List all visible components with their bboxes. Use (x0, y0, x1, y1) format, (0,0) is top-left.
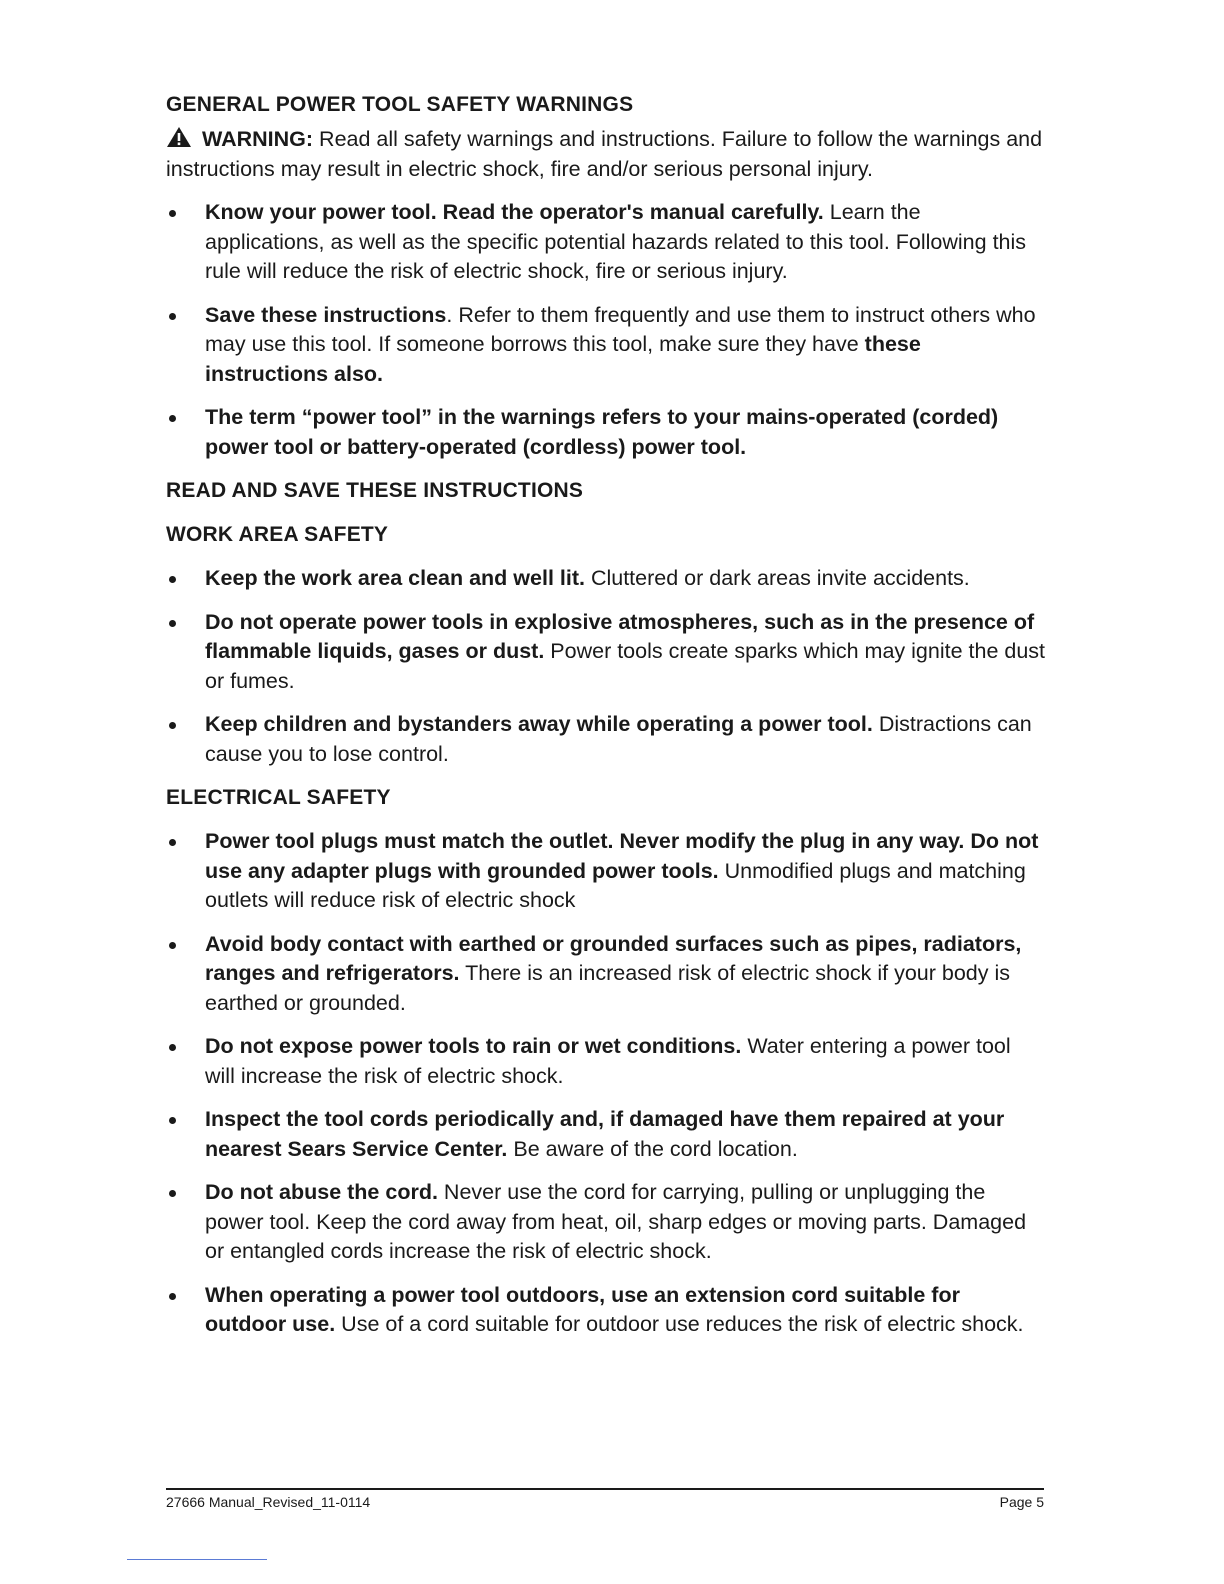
bullet-text: There is an increased risk of electric shock if your body is earthed or grounded. (205, 961, 1010, 1015)
general-bullet-list (166, 198, 1046, 462)
list-item (166, 1281, 1046, 1340)
page-title: GENERAL POWER TOOL SAFETY WARNINGS (166, 93, 634, 116)
bullet-text: Unmodified plugs and matching outlets will reduce risk of electric shock (205, 858, 1026, 912)
read-save-heading: READ AND SAVE THESE INSTRUCTIONS (166, 479, 584, 502)
manual-page (166, 90, 1046, 1340)
bullet-bold-text: Do not abuse the cord. (205, 1180, 438, 1204)
page-footer (166, 1488, 1044, 1512)
bullet-bold-text: When operating a power tool outdoors, use an extension cord suitable for outdoor use. (205, 1282, 960, 1336)
list-item (166, 608, 1046, 697)
bullet-text: Power tools create sparks which may ignite the dust or fumes. (205, 639, 1046, 693)
bullet-bold-text: The term “power tool” in the warnings refers to your mains-operated (corded) power tool or battery-operated (cordless) power tool. (205, 405, 999, 459)
bullet-text: . Refer to them frequently and use them to instruct others who may use this tool. If someone borrows this tool, make sure they have (205, 302, 1036, 356)
bullet-text: Be aware of the cord location. (507, 1136, 798, 1161)
bullet-bold-text: Keep children and bystanders away while operating a power tool. (205, 712, 873, 736)
list-item (166, 930, 1046, 1019)
bullet-bold-text: Know your power tool. Read the operator's manual carefully. (205, 200, 824, 224)
work-area-bullet-list (166, 564, 1046, 769)
electrical-bullet-list (166, 827, 1046, 1340)
bullet-bold-text: Inspect the tool cords periodically and, if damaged have them repaired at your nearest Sears Service Center. (205, 1107, 1005, 1161)
list-item (166, 403, 1046, 462)
warning-label: WARNING: (202, 127, 314, 151)
footer-document-id: 27666 Manual_Revised_11-0114 (166, 1494, 371, 1510)
list-item (166, 1178, 1046, 1267)
warning-text: Read all safety warnings and instructions. Failure to follow the warnings and instructions may result in electric shock, fire and/or serious personal injury. (166, 127, 1043, 181)
list-item (166, 564, 1046, 594)
footer-page-number: Page 5 (999, 1494, 1044, 1510)
bullet-text: Never use the cord for carrying, pulling or unplugging the power tool. Keep the cord away from heat, oil, sharp edges or moving parts. Damaged or entangled cords increase the risk of electric shock. (205, 1180, 1027, 1263)
work-area-heading: WORK AREA SAFETY (166, 523, 389, 546)
bullet-bold-text: Keep the work area clean and well lit. (205, 566, 585, 590)
bullet-bold-text: these instructions also. (205, 332, 921, 386)
bullet-text: Learn the applications, as well as the specific potential hazards related to this tool. Following this rule will reduce the risk of electric shock, fire or serious injury. (205, 200, 1027, 283)
list-item (166, 198, 1046, 287)
scan-artifact-line (127, 1559, 267, 1560)
list-item (166, 1105, 1046, 1164)
bullet-text: Distractions can cause you to lose control. (205, 712, 1032, 766)
bullet-bold-text: Power tool plugs must match the outlet. Never modify the plug in any way. Do not use any adapter plugs with grounded power tools. (205, 829, 1039, 883)
warning-triangle-icon (166, 126, 192, 148)
list-item (166, 1032, 1046, 1091)
electrical-heading: ELECTRICAL SAFETY (166, 786, 391, 809)
bullet-text: Water entering a power tool will increase the risk of electric shock. (205, 1034, 1011, 1088)
bullet-bold-text: Avoid body contact with earthed or grounded surfaces such as pipes, radiators, ranges and refrigerators. (205, 931, 1022, 985)
bullet-text: Use of a cord suitable for outdoor use reduces the risk of electric shock. (335, 1312, 1024, 1336)
list-item (166, 301, 1046, 390)
list-item (166, 827, 1046, 916)
warning-block (166, 125, 1046, 184)
bullet-bold-text: Save these instructions (205, 302, 447, 327)
list-item (166, 710, 1046, 769)
bullet-text: Cluttered or dark areas invite accidents. (584, 566, 970, 590)
bullet-bold-text: Do not operate power tools in explosive atmospheres, such as in the presence of flammable liquids, gases or dust. (205, 609, 1035, 663)
bullet-bold-text: Do not expose power tools to rain or wet conditions. (205, 1034, 742, 1058)
